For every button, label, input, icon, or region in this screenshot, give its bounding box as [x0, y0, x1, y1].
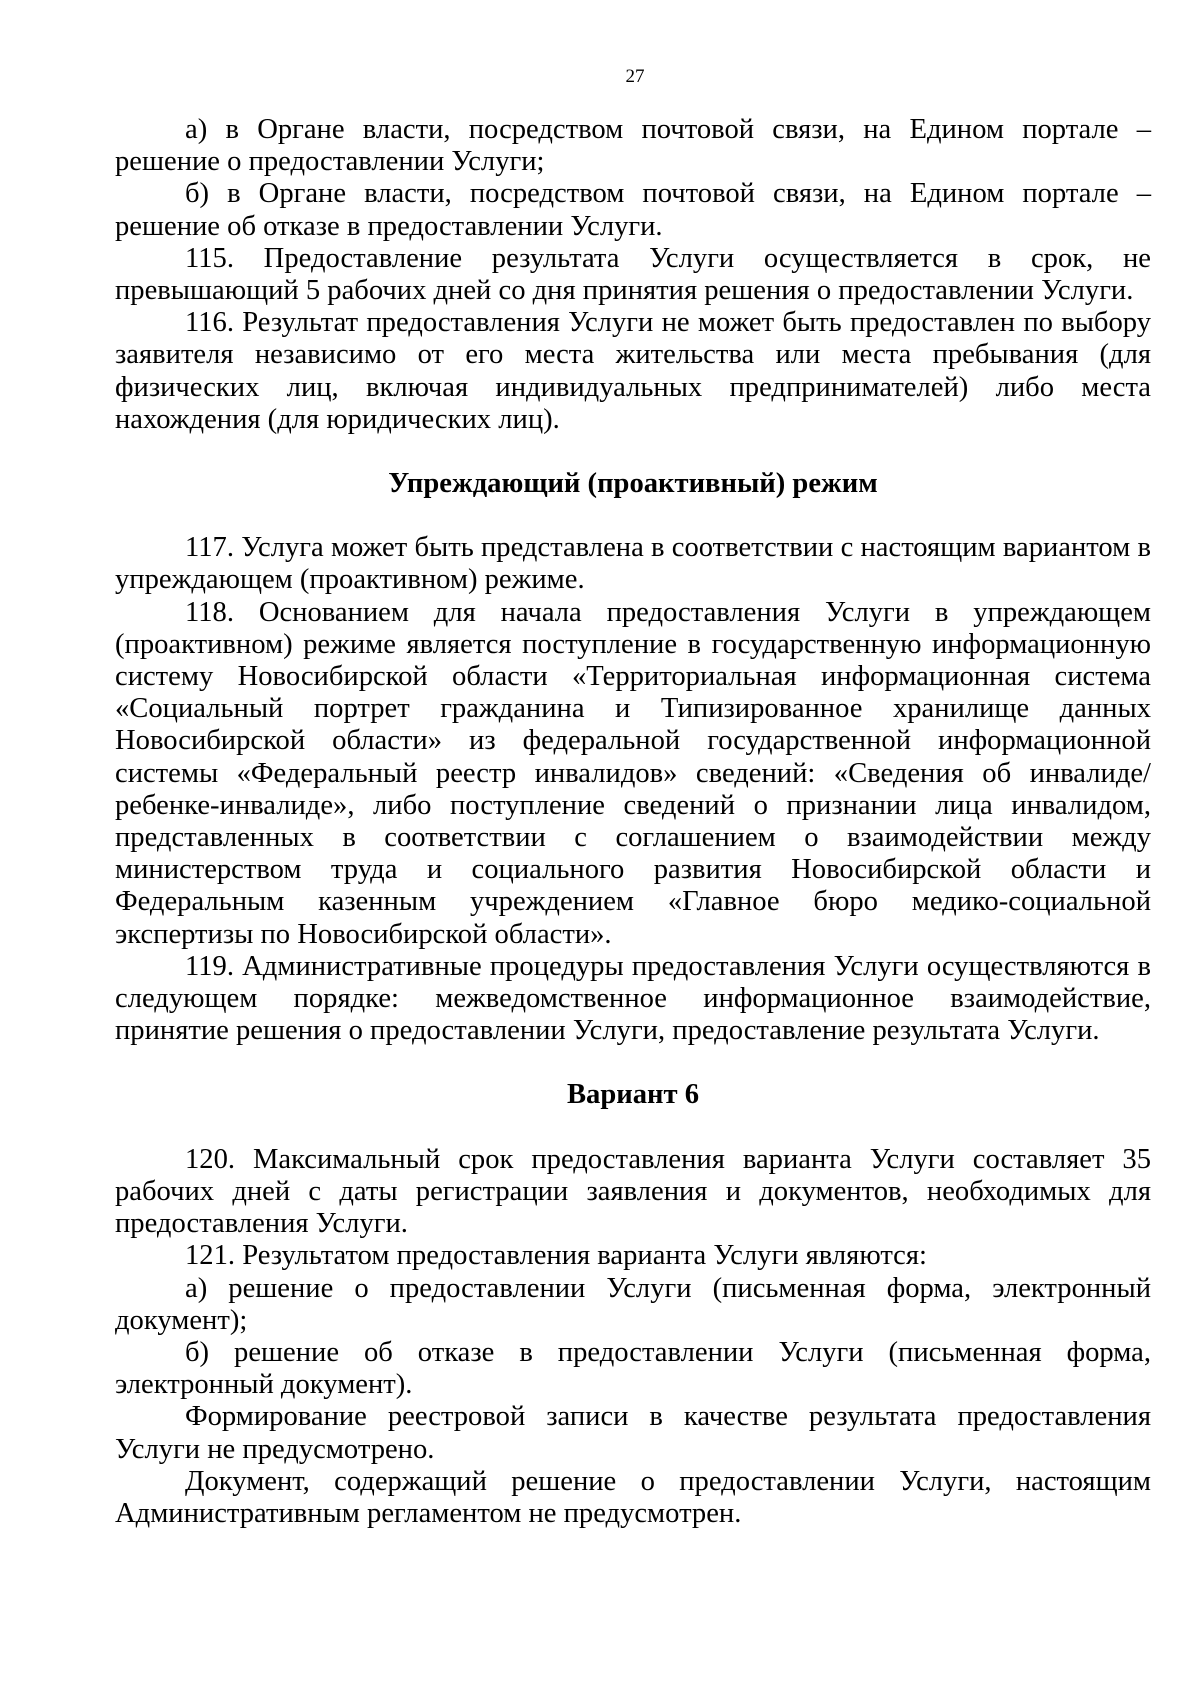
- page-number: 27: [625, 66, 645, 87]
- paragraph-115: 115. Предоставление результата Услуги осуществляется в срок, не превышающий 5 рабочих дней со дня принятия решения о предоставлении Услуги.: [115, 242, 1151, 307]
- document-body: [115, 114, 1151, 1530]
- paragraph-121-item-b: б) решение об отказе в предоставлении Услуги (письменная форма, электронный документ).: [115, 1336, 1151, 1401]
- paragraph-121: 121. Результатом предоставления варианта Услуги являются:: [185, 1240, 927, 1272]
- paragraph-120: 120. Максимальный срок предоставления варианта Услуги составляет 35 рабочих дней с даты регистрации заявления и документов, необходимых для предоставления Услуги.: [115, 1143, 1151, 1240]
- section-heading-proactive-mode: Упреждающий (проактивный) режим: [388, 468, 878, 500]
- paragraph-119: 119. Административные процедуры предоставления Услуги осуществляются в следующем порядке: межведомственное информационное взаимодействие, принятие решения о предоставлении Услуги, предоставление результата Услуги.: [115, 950, 1151, 1047]
- paragraph-121-item-a: а) решение о предоставлении Услуги (письменная форма, электронный документ);: [115, 1272, 1151, 1336]
- paragraph-116: 116. Результат предоставления Услуги не может быть предоставлен по выбору заявителя независимо от его места жительства или места пребывания (для физических лиц, включая индивидуальных предпринимателей) либо места нахождения (для юридических лиц).: [115, 307, 1151, 435]
- paragraph-item-a-decision-granted: а) в Органе власти, посредством почтовой связи, на Едином портале – решение о предоставлении Услуги;: [115, 114, 1151, 178]
- paragraph-registry-entry-note: Формирование реестровой записи в качестве результата предоставления Услуги не предусмотрено.: [115, 1401, 1151, 1465]
- paragraph-decision-document-note: Документ, содержащий решение о предоставлении Услуги, настоящим Административным регламентом не предусмотрен.: [115, 1465, 1151, 1529]
- section-heading-variant-6: Вариант 6: [566, 1079, 699, 1111]
- paragraph-118: 118. Основанием для начала предоставления Услуги в упреждающем (проактивном) режиме является поступление в государственную информационную систему Новосибирской области «Территориальная информационная система «Социальный портрет гражданина и Типизированное хранилище данных Новосибирской области» из федеральной государственной информационной системы «Федеральный реестр инвалидов» сведений: «Сведения об инвалиде/ребенке-инвалиде», либо поступление сведений о признании лица инвалидом, представленных в соответствии с соглашением о взаимодействии между министерством труда и социального развития Новосибирской области и Федеральным казенным учреждением «Главное бюро медико-социальной экспертизы по Новосибирской области».: [115, 596, 1151, 950]
- paragraph-117: 117. Услуга может быть представлена в соответствии с настоящим вариантом в упреждающем (проактивном) режиме.: [115, 532, 1151, 596]
- paragraph-item-b-decision-refused: б) в Органе власти, посредством почтовой связи, на Едином портале – решение об отказе в предоставлении Услуги.: [115, 178, 1151, 242]
